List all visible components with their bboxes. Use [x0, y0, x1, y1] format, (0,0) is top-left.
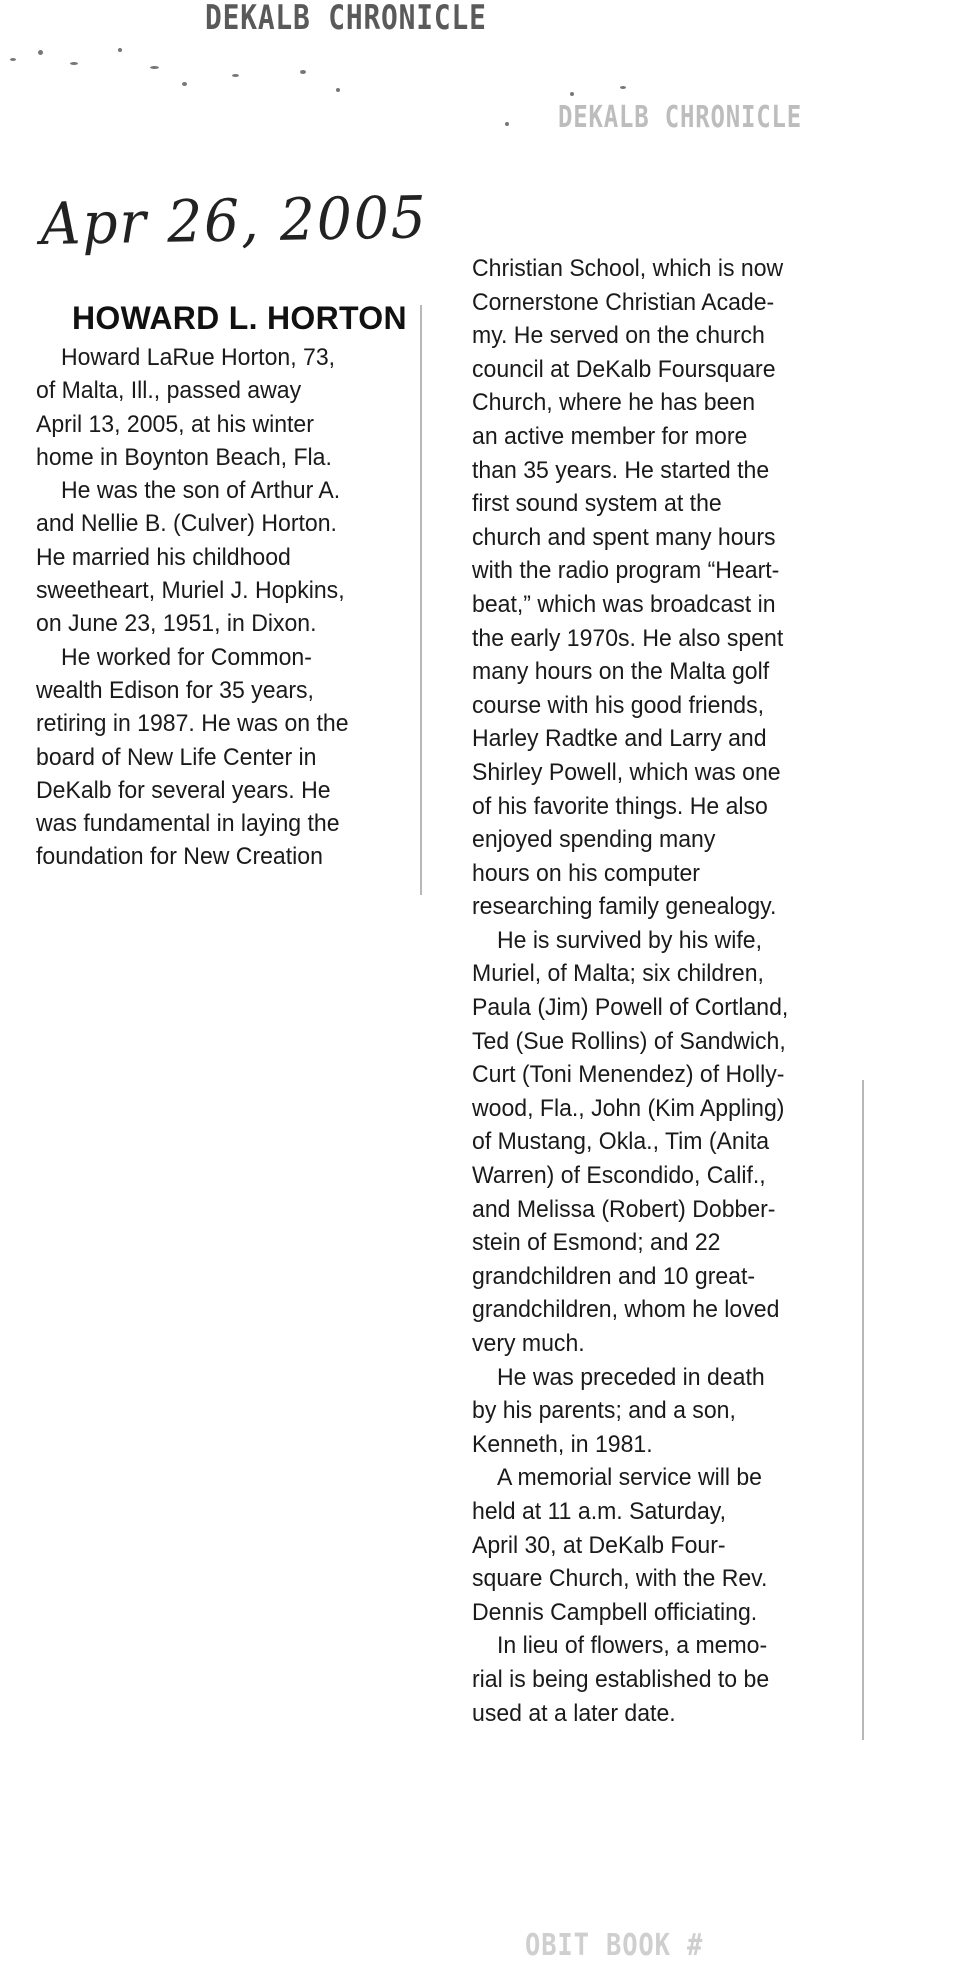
article-line: rial is being established to be [472, 1665, 770, 1693]
photocopy-speckle [232, 74, 239, 77]
article-line: He is survived by his wife, [496, 926, 763, 954]
article-line: He was preceded in death [496, 1363, 765, 1391]
article-column-left [36, 300, 426, 874]
article-line: grandchildren, whom he loved [472, 1296, 780, 1324]
photocopy-speckle [70, 62, 78, 65]
photocopy-speckle [505, 122, 509, 126]
article-line: In lieu of flowers, a memo- [496, 1632, 768, 1660]
article-line: and Nellie B. (Culver) Horton. [36, 510, 337, 538]
article-line: Ted (Sue Rollins) of Sandwich, [472, 1027, 786, 1055]
article-line: DeKalb for several years. He [36, 776, 331, 804]
left-column-text [36, 341, 426, 874]
article-line: by his parents; and a son, [472, 1397, 736, 1425]
photocopy-speckle [182, 82, 187, 86]
newspaper-stamp-top: DEKALB CHRONICLE [205, 0, 487, 38]
article-line: grandchildren and 10 great- [472, 1262, 756, 1290]
article-line: researching family genealogy. [472, 893, 777, 921]
article-line: council at DeKalb Foursquare [472, 355, 776, 383]
article-line: Muriel, of Malta; six children, [472, 960, 764, 988]
article-line: foundation for New Creation [36, 843, 323, 871]
article-line: A memorial service will be [496, 1464, 763, 1492]
handwritten-date: Apr 26, 2005 [40, 183, 429, 258]
photocopy-speckle [620, 86, 626, 89]
obit-book-stamp: OBIT BOOK # [525, 1928, 704, 1963]
article-line: with the radio program “Heart- [472, 557, 780, 585]
article-line: Cornerstone Christian Acade- [472, 288, 775, 316]
article-line: Howard LaRue Horton, 73, [60, 344, 336, 371]
article-line: of Malta, Ill., passed away [36, 377, 302, 405]
article-line: retiring in 1987. He was on the [36, 710, 349, 738]
article-line: He was the son of Arthur A. [60, 477, 341, 505]
article-line: an active member for more [472, 422, 748, 450]
article-line: hours on his computer [472, 859, 700, 887]
article-line: on June 23, 1951, in Dixon. [36, 610, 317, 638]
article-line: very much. [472, 1330, 585, 1357]
article-line: Shirley Powell, which was one [472, 758, 781, 786]
article-line: wood, Fla., John (Kim Appling) [472, 1094, 785, 1122]
article-line: and Melissa (Robert) Dobber- [472, 1195, 776, 1223]
article-line: He married his childhood [36, 543, 291, 571]
article-line: sweetheart, Muriel J. Hopkins, [36, 577, 345, 605]
photocopy-speckle [336, 88, 340, 92]
article-line: square Church, with the Rev. [472, 1565, 768, 1593]
article-line: Christian School, which is now [472, 255, 784, 282]
column-cut-edge-left [420, 305, 422, 895]
article-line: course with his good friends, [472, 691, 765, 719]
article-line: beat,” which was broadcast in [472, 590, 776, 618]
article-line: was fundamental in laying the [36, 810, 340, 838]
article-line: Church, where he has been [472, 389, 756, 417]
photocopy-speckle [150, 66, 159, 69]
article-line: of his favorite things. He also [472, 792, 768, 820]
photocopy-speckle [10, 58, 16, 61]
article-line: than 35 years. He started the [472, 456, 770, 484]
column-cut-edge-right [862, 1080, 864, 1740]
article-line: Dennis Campbell officiating. [472, 1598, 758, 1626]
article-line: first sound system at the [472, 490, 722, 518]
article-line: used at a later date. [472, 1699, 676, 1727]
article-line: of Mustang, Okla., Tim (Anita [472, 1128, 770, 1156]
article-line: Harley Radtke and Larry and [472, 725, 767, 753]
newspaper-stamp-right: DEKALB CHRONICLE [558, 100, 802, 135]
article-line: Curt (Toni Menendez) of Holly- [472, 1061, 785, 1089]
article-line: held at 11 a.m. Saturday, [472, 1497, 727, 1525]
article-line: my. He served on the church [472, 322, 765, 350]
article-line: stein of Esmond; and 22 [472, 1229, 721, 1257]
article-line: the early 1970s. He also spent [472, 624, 784, 652]
article-line: Paula (Jim) Powell of Cortland, [472, 994, 789, 1022]
article-line: Warren) of Escondido, Calif., [472, 1162, 766, 1190]
photocopy-speckle [118, 48, 122, 52]
article-column-right [472, 252, 912, 1730]
article-line: home in Boynton Beach, Fla. [36, 443, 332, 471]
article-line: church and spent many hours [472, 523, 776, 551]
photocopy-speckle [570, 92, 574, 96]
article-line: Kenneth, in 1981. [472, 1430, 653, 1458]
article-line: April 13, 2005, at his winter [36, 410, 314, 438]
article-line: board of New Life Center in [36, 743, 317, 771]
article-line: many hours on the Malta golf [472, 658, 770, 686]
photocopy-speckle [300, 70, 306, 74]
article-line: enjoyed spending many [472, 826, 716, 854]
article-line: wealth Edison for 35 years, [36, 676, 314, 704]
article-line: He worked for Common- [60, 643, 312, 671]
photocopy-speckle [38, 50, 43, 55]
right-column-text [472, 252, 912, 1730]
obituary-headline: HOWARD L. HORTON [72, 300, 407, 336]
article-line: April 30, at DeKalb Four- [472, 1531, 726, 1559]
